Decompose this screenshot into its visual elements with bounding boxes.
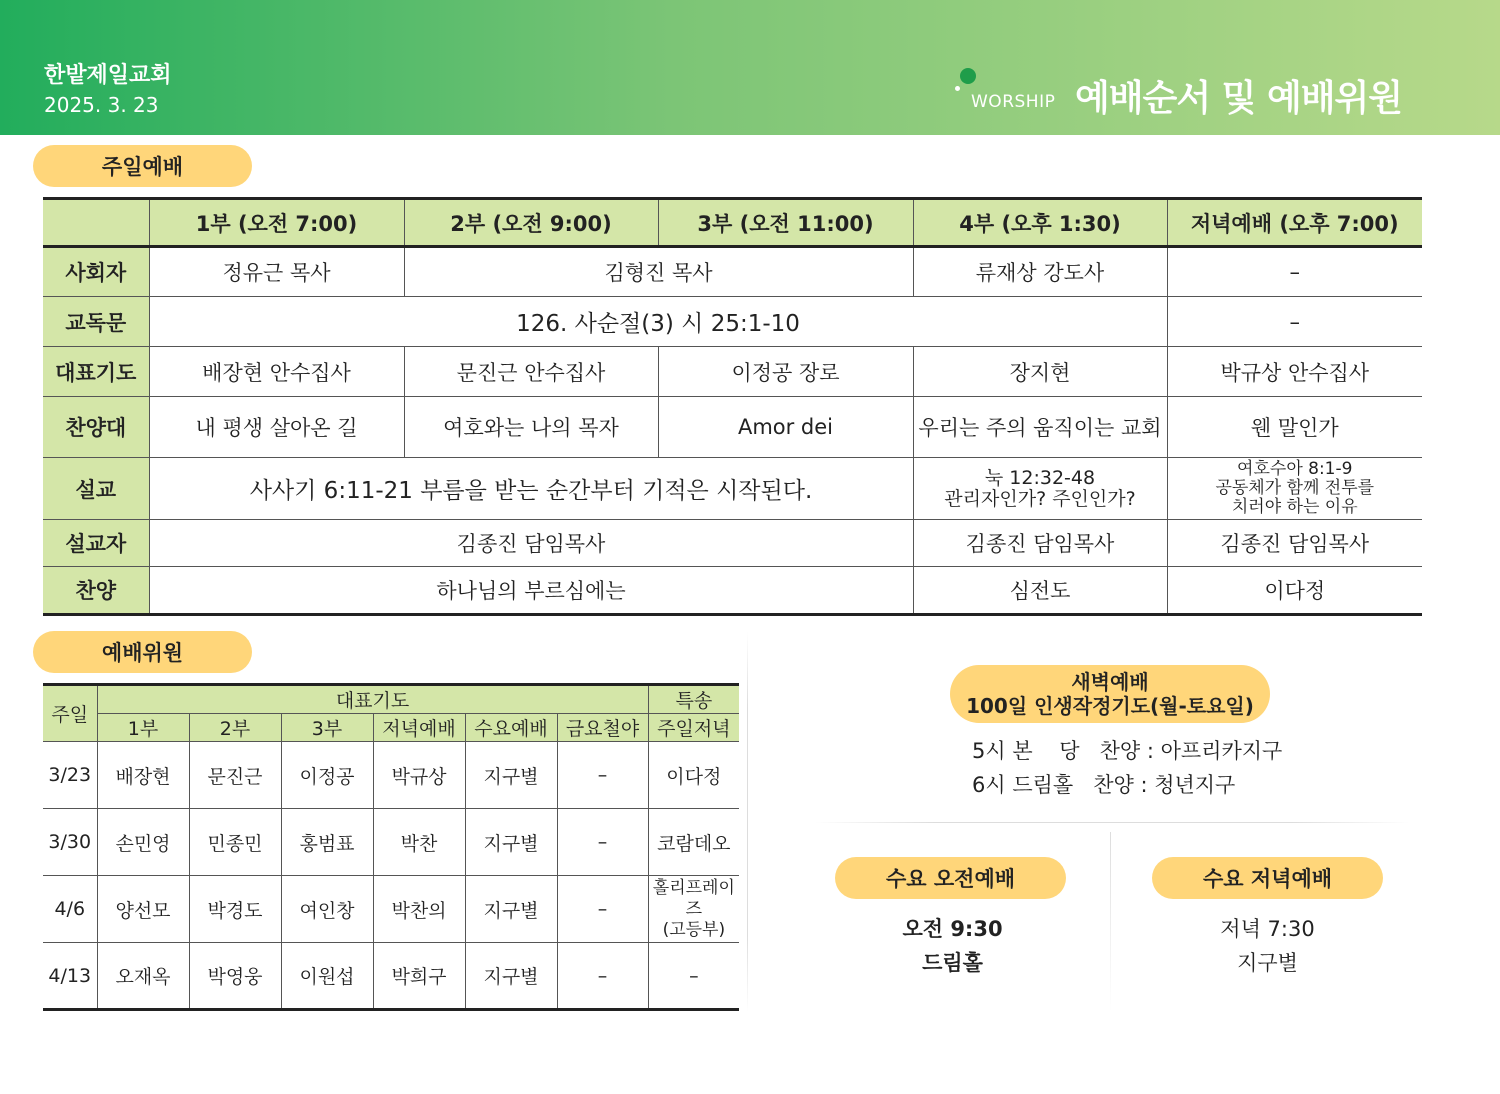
vertical-divider xyxy=(1110,832,1111,1012)
table-cell: 이다정 xyxy=(1167,567,1422,615)
wed-evening-pill: 수요 저녁예배 xyxy=(1152,857,1383,899)
table-cell: 류재상 강도사 xyxy=(913,247,1167,297)
dawn-subtitle: 100일 인생작정기도(월-토요일) xyxy=(966,694,1254,718)
table-header-row xyxy=(43,714,739,742)
column-header: 주일 xyxy=(43,685,97,742)
column-header: 2부 xyxy=(189,714,281,742)
column-header: 주일저녁 xyxy=(648,714,739,742)
table-cell: 심전도 xyxy=(913,567,1167,615)
sermon-text: 공동체가 함께 전투를 xyxy=(1215,478,1375,498)
date-cell: 3/23 xyxy=(43,742,97,809)
table-cell: 박찬의 xyxy=(373,876,465,943)
table-cell: 이정공 장로 xyxy=(658,347,913,397)
column-header: 특송 xyxy=(648,685,739,714)
row-label: 설교 xyxy=(43,458,149,520)
table-cell xyxy=(648,876,739,943)
dawn-prayer-pill xyxy=(950,665,1270,723)
table-header-row xyxy=(43,199,1422,247)
sermon-text: 눅 12:32-48 xyxy=(984,466,1096,489)
table-cell: 김종진 담임목사 xyxy=(149,520,913,567)
sermon-text: 관리자인가? 주인인가? xyxy=(944,487,1136,510)
service-time: 저녁 7:30 xyxy=(1220,917,1315,941)
sunday-order-table xyxy=(43,197,1422,616)
column-header: 수요예배 xyxy=(465,714,557,742)
worship-members-table xyxy=(43,683,739,1011)
column-header: 4부 (오후 1:30) xyxy=(913,199,1167,247)
date-cell: 4/13 xyxy=(43,943,97,1010)
row-label: 찬양대 xyxy=(43,397,149,458)
table-cell: 문진근 xyxy=(189,742,281,809)
table-cell: 오재옥 xyxy=(97,943,189,1010)
sermon-text: 여호수아 8:1-9 xyxy=(1237,459,1353,479)
row-label: 찬양 xyxy=(43,567,149,615)
worship-label: WORSHIP xyxy=(971,92,1056,112)
table-cell: 지구별 xyxy=(465,876,557,943)
church-name: 한밭제일교회 xyxy=(44,63,172,88)
column-header: 금요철야 xyxy=(557,714,648,742)
table-cell: 배장현 xyxy=(97,742,189,809)
special-song-text: (고등부) xyxy=(662,919,726,940)
service-place: 드림홀 xyxy=(922,951,983,975)
column-header: 1부 xyxy=(97,714,189,742)
table-cell: 하나님의 부르심에는 xyxy=(149,567,913,615)
table-cell: 민종민 xyxy=(189,809,281,876)
table-row xyxy=(43,742,739,809)
table-cell: 우리는 주의 움직이는 교회 xyxy=(913,397,1167,458)
table-cell: 지구별 xyxy=(465,742,557,809)
white-dot-icon xyxy=(955,86,960,91)
table-row xyxy=(43,247,1422,297)
column-header: 3부 (오전 11:00) xyxy=(658,199,913,247)
table-cell: 정유근 목사 xyxy=(149,247,404,297)
table-cell: – xyxy=(648,943,739,1010)
table-cell: – xyxy=(1167,247,1422,297)
dawn-schedule-line: 5시 본 당 찬양 : 아프리카지구 xyxy=(972,739,1283,763)
table-cell: 이다정 xyxy=(648,742,739,809)
vertical-divider xyxy=(747,632,748,1012)
table-cell: – xyxy=(1167,297,1422,347)
table-cell xyxy=(913,458,1167,520)
table-cell: 지구별 xyxy=(465,943,557,1010)
dawn-schedule-line: 6시 드림홀 찬양 : 청년지구 xyxy=(972,773,1236,797)
table-cell: 배장현 안수집사 xyxy=(149,347,404,397)
table-cell: 장지현 xyxy=(913,347,1167,397)
table-cell: 웬 말인가 xyxy=(1167,397,1422,458)
table-row xyxy=(43,876,739,943)
table-cell: 여호와는 나의 목자 xyxy=(404,397,658,458)
sunday-worship-pill: 주일예배 xyxy=(33,145,252,187)
row-label: 사회자 xyxy=(43,247,149,297)
sermon-text: 치러야 하는 이유 xyxy=(1231,497,1358,517)
table-cell: 여인창 xyxy=(281,876,373,943)
date-cell: 4/6 xyxy=(43,876,97,943)
table-row xyxy=(43,297,1422,347)
wed-morning-pill: 수요 오전예배 xyxy=(835,857,1066,899)
row-label: 설교자 xyxy=(43,520,149,567)
table-cell: 문진근 안수집사 xyxy=(404,347,658,397)
column-header: 저녁예배 (오후 7:00) xyxy=(1167,199,1422,247)
table-row xyxy=(43,458,1422,520)
row-label: 대표기도 xyxy=(43,347,149,397)
table-cell: 박규상 안수집사 xyxy=(1167,347,1422,397)
bulletin-date: 2025. 3. 23 xyxy=(44,93,159,117)
green-dot-icon xyxy=(960,68,976,84)
column-header: 저녁예배 xyxy=(373,714,465,742)
table-cell: – xyxy=(557,943,648,1010)
wed-morning-info xyxy=(835,912,1070,980)
wed-evening-info xyxy=(1150,912,1385,980)
table-row xyxy=(43,397,1422,458)
table-cell: 박규상 xyxy=(373,742,465,809)
table-row xyxy=(43,809,739,876)
table-cell: 박희구 xyxy=(373,943,465,1010)
table-cell xyxy=(1167,458,1422,520)
corner-cell xyxy=(43,199,149,247)
table-cell: 이원섭 xyxy=(281,943,373,1010)
table-cell: 김종진 담임목사 xyxy=(1167,520,1422,567)
table-header-row xyxy=(43,685,739,714)
table-cell: 홍범표 xyxy=(281,809,373,876)
table-cell: 코람데오 xyxy=(648,809,739,876)
row-label: 교독문 xyxy=(43,297,149,347)
table-cell: 양선모 xyxy=(97,876,189,943)
table-cell: 손민영 xyxy=(97,809,189,876)
table-row xyxy=(43,567,1422,615)
column-header: 3부 xyxy=(281,714,373,742)
table-cell: 박영웅 xyxy=(189,943,281,1010)
dawn-title: 새벽예배 xyxy=(1071,670,1149,694)
table-cell: – xyxy=(557,742,648,809)
horizontal-divider xyxy=(815,822,1410,823)
table-cell: 내 평생 살아온 길 xyxy=(149,397,404,458)
table-cell: 박경도 xyxy=(189,876,281,943)
worship-members-pill: 예배위원 xyxy=(33,631,252,673)
table-cell: 이정공 xyxy=(281,742,373,809)
column-header: 1부 (오전 7:00) xyxy=(149,199,404,247)
table-cell: – xyxy=(557,809,648,876)
table-row xyxy=(43,943,739,1010)
column-header: 대표기도 xyxy=(97,685,648,714)
table-cell: Amor dei xyxy=(658,397,913,458)
date-cell: 3/30 xyxy=(43,809,97,876)
page-title: 예배순서 및 예배위원 xyxy=(1075,78,1403,119)
special-song-text: 홀리프레이즈 xyxy=(652,877,735,919)
service-place: 지구별 xyxy=(1237,951,1298,975)
table-cell: 지구별 xyxy=(465,809,557,876)
table-cell: 박찬 xyxy=(373,809,465,876)
table-cell: – xyxy=(557,876,648,943)
table-cell: 김종진 담임목사 xyxy=(913,520,1167,567)
table-row xyxy=(43,347,1422,397)
table-row xyxy=(43,520,1422,567)
service-time: 오전 9:30 xyxy=(902,917,1003,941)
column-header: 2부 (오전 9:00) xyxy=(404,199,658,247)
table-cell: 김형진 목사 xyxy=(404,247,913,297)
sermon-title-cell: 사사기 6:11-21 부름을 받는 순간부터 기적은 시작된다. xyxy=(149,458,913,520)
header-banner xyxy=(0,0,1500,135)
table-cell: 126. 사순절(3) 시 25:1-10 xyxy=(149,297,1167,347)
